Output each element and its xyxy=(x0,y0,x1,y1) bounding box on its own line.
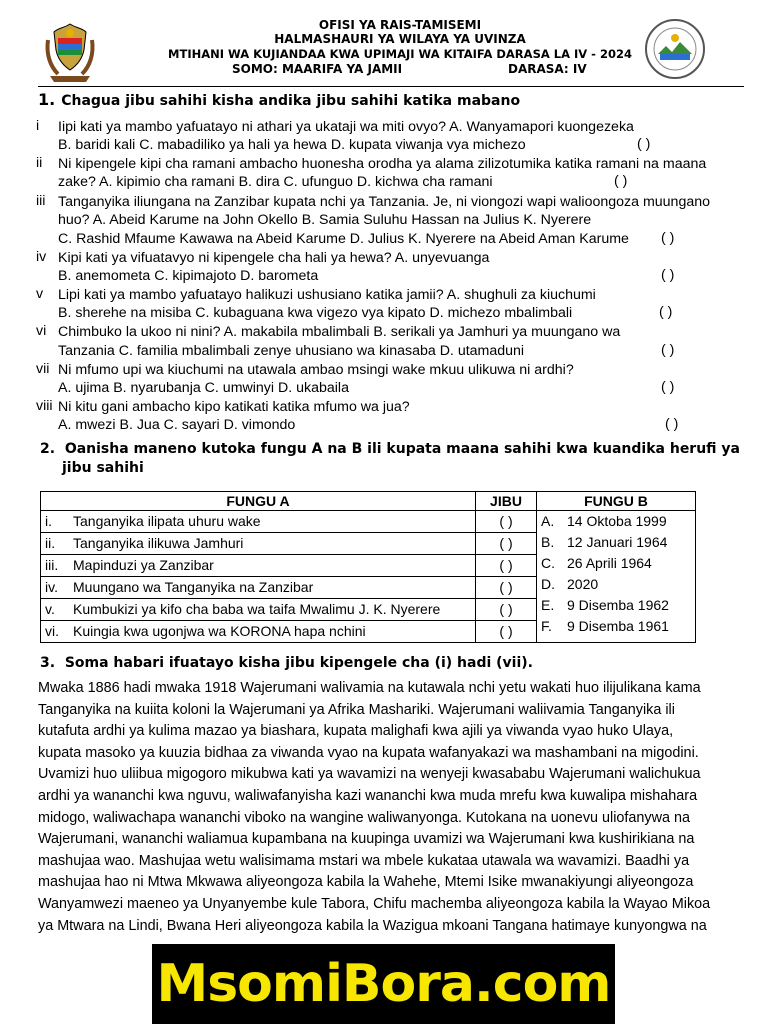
q1-line: Iipi kati ya mambo yafuatayo ni athari ya ukataji wa miti ovyo? A. Wanyamapori kuongezeka xyxy=(58,119,634,135)
q1-roman-8: viii xyxy=(36,398,53,414)
q1-roman-4: iv xyxy=(36,249,47,265)
q1-line: A. ujima B. nyarubanja C. umwinyi D. ukabaila xyxy=(58,380,349,396)
passage-line: kutafuta ardhi ya kulima mazao ya biashara, kupata malighafi kwa ajili ya viwanda vyao huko Ulaya, xyxy=(38,723,674,740)
passage-line: Uvamizi huo uliibua migogoro mikubwa kati ya wavamizi na wenyeji kwasababu Wajerumani walichukua xyxy=(38,766,701,783)
q3-title: Soma habari ifuatayo kisha jibu kipengele cha (i) hadi (vii). xyxy=(64,655,533,671)
q3-number: 3. xyxy=(40,655,56,671)
row-text: Kuingia kwa ugonjwa wa KORONA hapa nchini xyxy=(73,623,366,639)
passage-line: Mwaka 1886 hadi mwaka 1918 Wajerumani walivamia na kutawala nchi yetu wakati huo ilijulikana kama xyxy=(38,680,701,696)
q3-heading xyxy=(40,654,533,673)
matching-table xyxy=(40,491,696,643)
jibu-cell[interactable]: ( ) xyxy=(476,577,537,599)
jibu-cell[interactable]: ( ) xyxy=(476,511,537,533)
jibu-cell[interactable]: ( ) xyxy=(476,599,537,621)
header-class: DARASA: IV xyxy=(508,62,587,76)
passage-line: Tanganyika na kuiita koloni la Wajerumani ya Afrika Mashariki. Wajerumani waliivamia Tanganyika ili xyxy=(38,701,675,718)
passage-line: Wajerumani, wananchi waliamua kupambana na kuupinga uvamizi wa Wajerumani kwa kushirikiana na xyxy=(38,831,695,848)
list-item: A. 14 Oktoba 1999 xyxy=(541,513,667,529)
answer-paren[interactable]: ( ) xyxy=(661,230,675,246)
q1-line: B. anemometa C. kipimajoto D. barometa xyxy=(58,268,319,284)
row-index: i. xyxy=(45,513,52,529)
q1-line: Ni kipengele kipi cha ramani ambacho huonesha orodha ya alama zilizotumika katika ramani na maana xyxy=(58,156,707,172)
passage-line: midogo, waliwachapa wananchi viboko na wangine waliwanyonga. Kutokana na uonevu uliofanywa na xyxy=(38,809,691,826)
table-row xyxy=(41,511,696,533)
q2-title-line1: Oanisha maneno kutoka fungu A na B ili kupata maana sahihi kwa kuandika herufi ya xyxy=(64,441,741,457)
q1-roman-2: ii xyxy=(36,155,43,171)
row-index: vi. xyxy=(45,623,59,639)
passage-line: Wanyamwezi maeneo ya Unyanyembe kule Tabora, Chifu machemba aliyeongoza kabila la Wayao Mikoa xyxy=(38,895,711,912)
fungu-a-header: FUNGU A xyxy=(41,492,476,511)
q1-line: Ni kitu gani ambacho kipo katikati katika mfumo wa jua? xyxy=(58,399,410,415)
q1-line: Chimbuko la ukoo ni nini? A. makabila mbalimbali B. serikali ya Jamhuri ya muungano wa xyxy=(58,324,621,340)
answer-paren[interactable]: ( ) xyxy=(661,342,675,358)
list-item: C. 26 Aprili 1964 xyxy=(541,555,652,571)
list-item: D. 2020 xyxy=(541,576,599,592)
q1-line: B. sherehe na misiba C. kubaguana kwa vigezo vya kipato D. michezo mbalimbali xyxy=(58,305,573,321)
passage-line: kupata masoko ya kuuzia bidhaa za viwanda vyao na kupata wafanyakazi wa mashambani na migodini. xyxy=(38,744,699,761)
answer-paren[interactable]: ( ) xyxy=(665,416,679,432)
list-item: B. 12 Januari 1964 xyxy=(541,534,668,550)
q2-heading xyxy=(40,440,740,459)
jibu-cell[interactable]: ( ) xyxy=(476,533,537,555)
coat-of-arms-icon xyxy=(44,20,96,84)
q1-title: Chagua jibu sahihi kisha andika jibu sahihi katika mabano xyxy=(61,93,521,109)
header-subject: SOMO: MAARIFA YA JAMII xyxy=(232,62,403,76)
q1-line: Ni mfumo upi wa kiuchumi na utawala ambao msingi wake mkuu ulikuwa ni ardhi? xyxy=(58,362,574,378)
q1-roman-1: i xyxy=(36,118,40,134)
q1-roman-3: iii xyxy=(36,193,46,209)
list-item: F. 9 Disemba 1961 xyxy=(541,618,669,634)
row-text: Mapinduzi ya Zanzibar xyxy=(73,557,214,573)
q1-line: Tanganyika iliungana na Zanzibar kupata nchi ya Tanzania. Je, ni viongozi wapi walioongoza muungano xyxy=(58,194,711,210)
q2-title-line2: jibu sahihi xyxy=(62,460,144,476)
jibu-header: JIBU xyxy=(476,492,537,511)
q1-roman-6: vi xyxy=(36,323,47,339)
row-text: Tanganyika ilikuwa Jamhuri xyxy=(73,535,244,551)
header-exam-title: MTIHANI WA KUJIANDAA KWA UPIMAJI WA KITAIFA DARASA LA IV - 2024 xyxy=(168,47,632,61)
q1-line: huo? A. Abeid Karume na John Okello B. Samia Suluhu Hassan na Julius K. Nyerere xyxy=(58,212,592,228)
header-council: HALMASHAURI YA WILAYA YA UVINZA xyxy=(274,32,526,46)
fungu-b-header: FUNGU B xyxy=(537,492,696,511)
row-index: v. xyxy=(45,601,55,617)
banner-text: MsomiBora.com xyxy=(156,954,611,1014)
passage-line: mashujaa hao ni Mtwa Mkwawa aliyeongoza kabila la Wahehe, Mtemi Isike mwanakiyungi aliyeongoza xyxy=(38,874,694,891)
q1-roman-7: vii xyxy=(36,361,50,377)
q1-line: Lipi kati ya mambo yafuatayo halikuzi ushusiano katika jamii? A. shughuli za kiuchumi xyxy=(58,287,596,303)
q1-roman-5: v xyxy=(36,286,44,302)
answer-paren[interactable]: ( ) xyxy=(661,267,675,283)
q1-line: A. mwezi B. Jua C. sayari D. vimondo xyxy=(58,417,296,433)
row-index: iv. xyxy=(45,579,58,595)
row-text: Kumbukizi ya kifo cha baba wa taifa Mwalimu J. K. Nyerere xyxy=(73,601,441,617)
q1-line: Kipi kati ya vifuatavyo ni kipengele cha hali ya hewa? A. unyevuanga xyxy=(58,250,490,266)
q1-number: 1. xyxy=(38,90,56,109)
q1-line: B. baridi kali C. mabadiliko ya hali ya hewa D. kupata viwanja vya michezo xyxy=(58,137,526,153)
q1-heading xyxy=(38,90,520,111)
msomibora-banner[interactable] xyxy=(152,944,615,1024)
reading-passage xyxy=(38,678,740,937)
header-divider xyxy=(38,86,744,87)
row-text: Muungano wa Tanganyika na Zanzibar xyxy=(73,579,314,595)
row-index: ii. xyxy=(45,535,56,551)
q2-number: 2. xyxy=(40,441,56,457)
passage-line: ya Mtwara na Lindi, Bwana Heri aliyeongoza kabila la Wazigua mkoani Tangana hatimaye kunyongwa na xyxy=(38,917,707,934)
answer-paren[interactable]: ( ) xyxy=(659,304,673,320)
jibu-cell[interactable]: ( ) xyxy=(476,555,537,577)
header-office: OFISI YA RAIS-TAMISEMI xyxy=(318,18,482,32)
passage-line: ardhi ya wananchi kwa nguvu, waliwafanyisha kazi wananchi kwa muda mrefu kwa kuwalipa mishahara xyxy=(38,787,698,804)
q1-line: zake? A. kipimio cha ramani B. dira C. ufunguo D. kichwa cha ramani xyxy=(58,174,493,190)
list-item: E. 9 Disemba 1962 xyxy=(541,597,669,613)
passage-line: mashujaa wao. Mashujaa wetu walisimama mstari wa mbele kukataa utawala wa wavamizi. Baadhi ya xyxy=(38,852,690,869)
row-index: iii. xyxy=(45,557,59,573)
answer-paren[interactable]: ( ) xyxy=(661,379,675,395)
answer-paren[interactable]: ( ) xyxy=(637,136,651,152)
q1-line: C. Rashid Mfaume Kawawa na Abeid Karume D. Julius K. Nyerere na Abeid Aman Karume xyxy=(58,231,629,247)
jibu-cell[interactable]: ( ) xyxy=(476,621,537,643)
fungu-b-list xyxy=(537,511,696,643)
answer-paren[interactable]: ( ) xyxy=(614,173,628,189)
q1-line: Tanzania C. familia mbalimbali zenye uhusiano wa kinasaba D. utamaduni xyxy=(58,343,525,359)
row-text: Tanganyika ilipata uhuru wake xyxy=(73,513,261,529)
